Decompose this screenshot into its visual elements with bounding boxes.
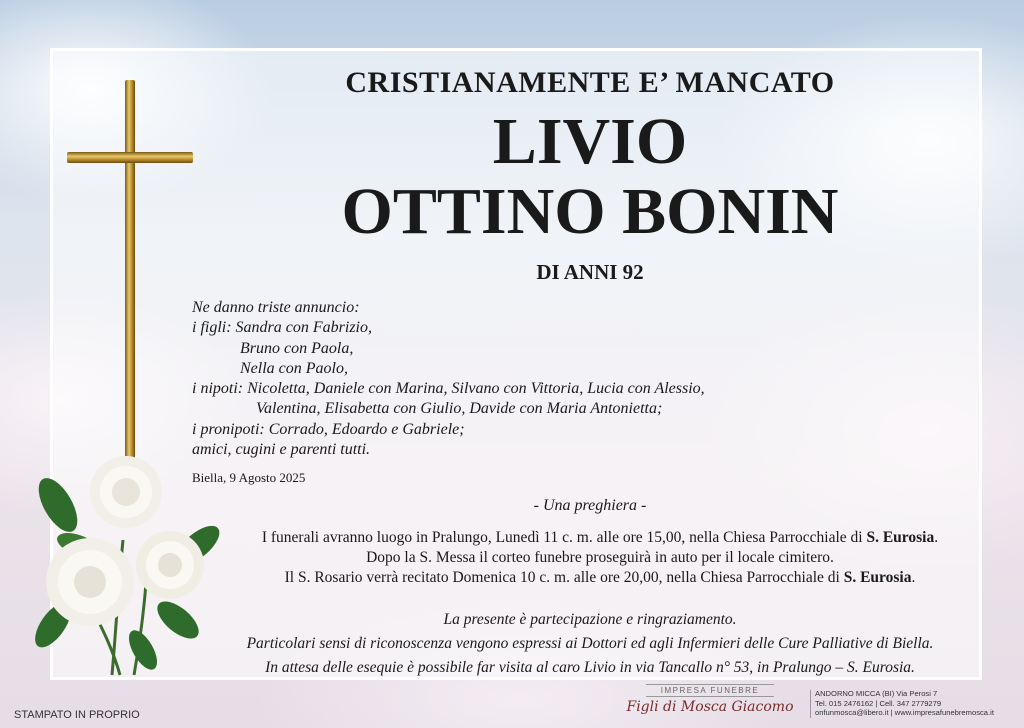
agency-web: onfunmosca@libero.it | www.impresafunebremosca.it <box>815 708 994 718</box>
deceased-last-name: OTTINO BONIN <box>341 175 839 248</box>
notice-line: i nipoti: Nicoletta, Daniele con Marina, Silvano con Vittoria, Lucia con Alessio, <box>192 380 705 398</box>
funeral-text: I funerali avranno luogo in Pralungo, Lunedì 11 c. m. alle ore 15,00, nella Chiesa Parrocchiale di <box>261 529 867 546</box>
rosary-text-end: . <box>911 569 916 586</box>
funeral-line-2: Dopo la S. Messa il corteo funebre proseguirà in auto per il locale cimitero. <box>366 549 834 566</box>
notice-line: Ne danno triste annuncio: <box>192 299 360 316</box>
cross-arm <box>67 152 193 163</box>
agency-logo <box>618 684 802 715</box>
place-date: Biella, 9 Agosto 2025 <box>192 470 306 485</box>
church-name: S. Eurosia <box>843 569 912 586</box>
notice-line: amici, cugini e parenti tutti. <box>192 441 371 459</box>
agency-address: ANDORNO MICCA (BI) Via Perosi 7 <box>815 689 938 698</box>
notice-line: Nella con Paolo, <box>240 359 348 377</box>
notice-line: Bruno con Paola, <box>240 339 354 357</box>
cross-icon <box>125 80 135 480</box>
funeral-details <box>200 528 1000 588</box>
agency-contact <box>815 689 1020 718</box>
funeral-line-3 <box>200 568 1000 588</box>
funeral-text-end: . <box>934 529 939 546</box>
deceased-age: DI ANNI 92 <box>536 260 644 284</box>
agency-name: Figli di Mosca Giacomo <box>626 699 794 715</box>
closing-line-2: Particolari sensi di riconoscenza vengono espressi ai Dottori ed agli Infermieri delle Cure Palliative di Biella. <box>246 635 934 652</box>
agency-tag: IMPRESA FUNEBRE <box>646 684 774 697</box>
funeral-line-1 <box>200 528 1000 548</box>
agency-phones: Tel. 015 2476162 | Cell. 347 2779279 <box>815 698 942 708</box>
notice-line: i pronipoti: Corrado, Edoardo e Gabriele; <box>192 420 465 438</box>
notice-line: i figli: Sandra con Fabrizio, <box>192 319 372 337</box>
church-name: S. Eurosia <box>866 529 935 546</box>
notice-line: Valentina, Elisabetta con Giulio, Davide con Maria Antonietta; <box>256 400 663 418</box>
prayer-line: - Una preghiera - <box>533 497 647 514</box>
rosary-text: Il S. Rosario verrà recitato Domenica 10 c. m. alle ore 20,00, nella Chiesa Parrocchiale di <box>284 569 844 586</box>
closing-notes <box>190 608 990 680</box>
deceased-first-name: LIVIO <box>492 105 688 178</box>
closing-line-1: La presente è partecipazione e ringraziamento. <box>443 611 737 628</box>
intro-heading: CRISTIANAMENTE E’ MANCATO <box>345 66 835 99</box>
footer-divider <box>810 690 811 718</box>
print-stamp: STAMPATO IN PROPRIO <box>14 709 140 721</box>
closing-line-3: In attesa delle esequie è possibile far visita al caro Livio in via Tancallo n° 53, in Pralungo – S. Eurosia. <box>265 659 915 676</box>
family-notice <box>192 298 892 460</box>
